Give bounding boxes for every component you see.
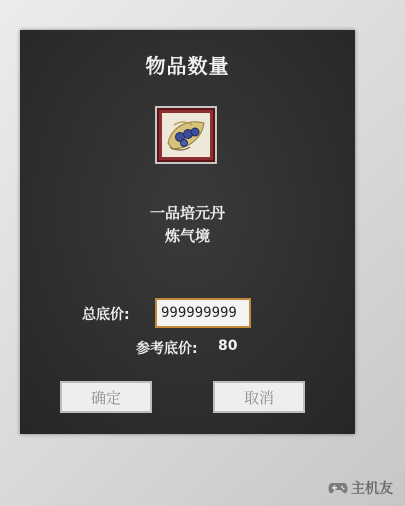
gamepad-icon — [328, 481, 348, 495]
confirm-button[interactable]: 确定 — [60, 381, 152, 413]
item-quantity-dialog — [20, 30, 355, 434]
reference-price-label: 参考底价: — [136, 341, 198, 357]
bean-pod-icon — [162, 113, 210, 157]
item-realm: 炼气境 — [164, 227, 210, 245]
watermark — [328, 478, 393, 498]
item-name: 一品培元丹 — [149, 204, 225, 222]
total-price-label: 总底价: — [82, 307, 130, 323]
cancel-button[interactable]: 取消 — [213, 381, 305, 413]
dialog-title: 物品数量 — [145, 54, 230, 78]
watermark-text: 主机友 — [351, 481, 393, 497]
reference-price-value: 80 — [218, 338, 238, 354]
total-price-input[interactable] — [155, 298, 251, 328]
item-slot — [155, 106, 217, 164]
